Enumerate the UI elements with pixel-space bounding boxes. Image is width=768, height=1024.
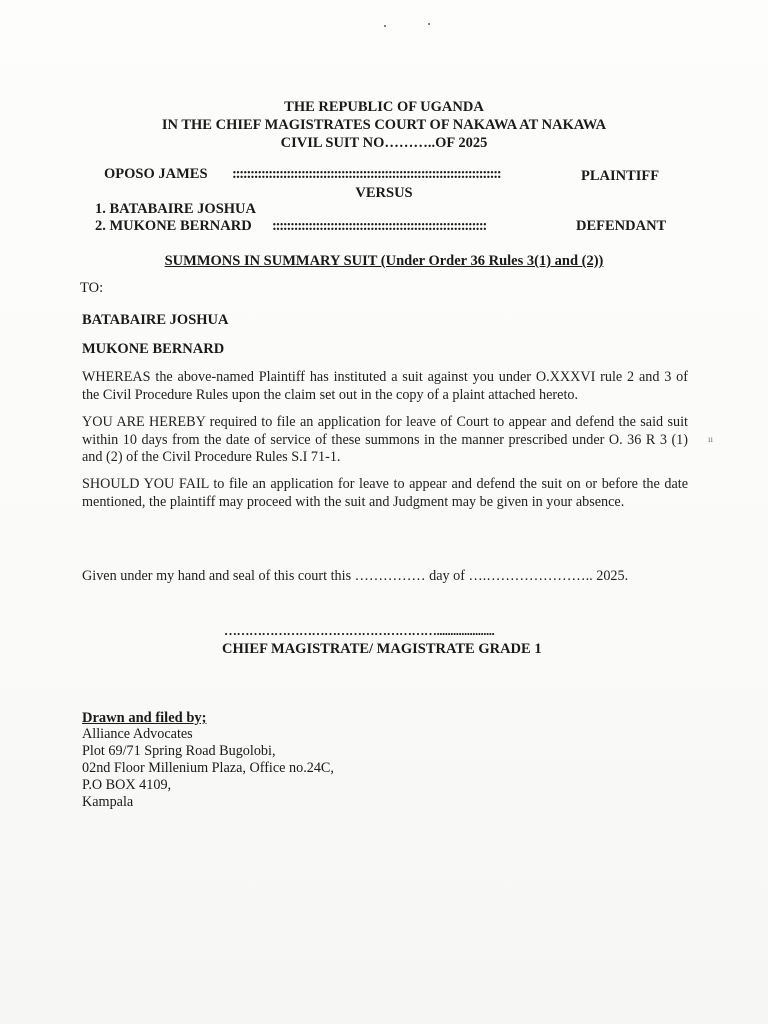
to-label: TO: <box>80 280 104 296</box>
defendant-2: 2. MUKONE BERNARD <box>95 218 252 234</box>
scan-speck <box>384 25 386 27</box>
versus-label: VERSUS <box>355 185 413 201</box>
header-suit-number: CIVIL SUIT NO………..OF 2025 <box>280 135 488 151</box>
margin-mark: ıı <box>708 434 714 444</box>
signature-title: CHIEF MAGISTRATE/ MAGISTRATE GRADE 1 <box>222 641 542 657</box>
header-court: IN THE CHIEF MAGISTRATES COURT OF NAKAWA AT NAKAWA <box>161 117 607 133</box>
drawn-line-floor: 02nd Floor Millenium Plaza, Office no.24C, <box>82 760 334 776</box>
signature-dots: ……………………………………………..................... <box>224 623 495 638</box>
given-line: Given under my hand and seal of this court this …………… day of ….………………….. 2025. <box>82 568 629 584</box>
drawn-line-city: Kampala <box>82 794 134 810</box>
recipient-1: BATABAIRE JOSHUA <box>82 312 229 328</box>
plaintiff-name: OPOSO JAMES <box>104 166 208 182</box>
defendant-1: 1. BATABAIRE JOSHUA <box>95 201 257 217</box>
drawn-line-pobox: P.O BOX 4109, <box>82 777 172 793</box>
summons-title: SUMMONS IN SUMMARY SUIT (Under Order 36 Rules 3(1) and (2)) <box>164 253 604 269</box>
defendant-dots: ::::::::::::::::::::::::::::::::::::::::::::::::::::::::::: <box>272 218 487 234</box>
header-republic: THE REPUBLIC OF UGANDA <box>284 99 484 115</box>
paragraph-whereas: WHEREAS the above-named Plaintiff has instituted a suit against you under O.XXXVI rule 2 and 3 of the Civil Procedure Rules upon the claim set out in the copy of a plaint attached hereto. <box>82 369 688 403</box>
drawn-line-plot: Plot 69/71 Spring Road Bugolobi, <box>82 743 276 759</box>
drawn-heading: Drawn and filed by; <box>82 710 207 726</box>
paragraph-fail: SHOULD YOU FAIL to file an application for leave to appear and defend the suit on or before the date mentioned, the plaintiff may proceed with the suit and Judgment may be given in your absence. <box>82 476 688 510</box>
plaintiff-dots: :::::::::::::::::::::::::::::::::::::::::::::::::::::::::::::::::::::::::: <box>232 166 501 182</box>
plaintiff-label: PLAINTIFF <box>581 168 660 184</box>
scan-speck <box>428 23 430 25</box>
paragraph-hereby: YOU ARE HEREBY required to file an application for leave of Court to appear and defend the said suit within 10 days from the date of service of these summons in the manner prescribed under O. 36 R 3 (1) and (2) of the Civil Procedure Rules S.I 71-1. <box>82 414 688 465</box>
recipient-2: MUKONE BERNARD <box>82 341 225 357</box>
defendant-label: DEFENDANT <box>576 218 667 234</box>
drawn-line-firm: Alliance Advocates <box>82 726 193 742</box>
